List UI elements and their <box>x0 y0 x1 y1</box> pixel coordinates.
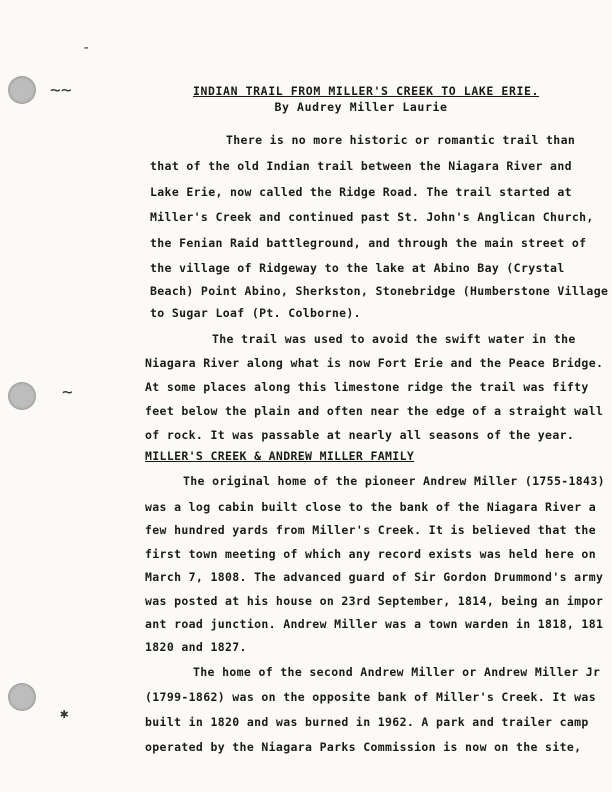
title-block <box>0 80 612 114</box>
punch-hole <box>8 382 36 410</box>
text-line: March 7, 1808. The advanced guard of Sir Gordon Drummond's army <box>145 570 604 584</box>
text-line: ant road junction. Andrew Miller was a town warden in 1818, 181 <box>145 617 604 631</box>
text-line: The original home of the pioneer Andrew Miller (1755-1843) <box>183 474 605 488</box>
stray-mark: - <box>82 40 91 56</box>
text-line: Niagara River along what is now Fort Erie and the Peace Bridge. <box>145 356 604 370</box>
text-line: was a log cabin built close to the bank of the Niagara River a <box>145 500 596 514</box>
text-line: built in 1820 and was burned in 1962. A park and trailer camp <box>145 715 589 729</box>
text-line: The trail was used to avoid the swift water in the <box>212 332 576 346</box>
text-line: Miller's Creek and continued past St. John's Anglican Church, <box>150 210 594 224</box>
text-line: There is no more historic or romantic trail than <box>226 133 576 147</box>
text-line: (1799-1862) was on the opposite bank of Miller's Creek. It was <box>145 690 596 704</box>
text-line: the village of Ridgeway to the lake at Abino Bay (Crystal <box>150 261 565 275</box>
text-line: 1820 and 1827. <box>145 640 247 654</box>
text-line: few hundred yards from Miller's Creek. It is believed that the <box>145 523 596 537</box>
text-line: was posted at his house on 23rd September, 1814, being an impor <box>145 594 604 608</box>
text-line: first town meeting of which any record exists was held here on <box>145 547 596 561</box>
section-heading: MILLER'S CREEK & ANDREW MILLER FAMILY <box>145 449 415 463</box>
pen-scribble: ~ <box>62 382 73 403</box>
text-line: the Fenian Raid battleground, and through the main street of <box>150 236 587 250</box>
punch-hole <box>8 683 36 711</box>
text-line: The home of the second Andrew Miller or Andrew Miller Jr <box>193 665 601 679</box>
pen-scribble: ~~ <box>50 80 72 101</box>
text-line: of rock. It was passable at nearly all seasons of the year. <box>145 428 575 442</box>
ink-blot: ✱ <box>60 706 69 722</box>
text-line: that of the old Indian trail between the Niagara River and <box>150 159 572 173</box>
text-line: At some places along this limestone ridge the trail was fifty <box>145 380 589 394</box>
document-title: INDIAN TRAIL FROM MILLER'S CREEK TO LAKE ERIE. <box>192 84 540 98</box>
document-byline: By Audrey Miller Laurie <box>274 100 448 114</box>
text-line: operated by the Niagara Parks Commission is now on the site, <box>145 740 582 754</box>
text-line: Beach) Point Abino, Sherkston, Stonebridge (Humberstone Village <box>150 284 609 298</box>
text-line: feet below the plain and often near the edge of a straight wall <box>145 404 604 418</box>
text-line: Lake Erie, now called the Ridge Road. The trail started at <box>150 185 572 199</box>
text-line: to Sugar Loaf (Pt. Colborne). <box>150 306 361 320</box>
